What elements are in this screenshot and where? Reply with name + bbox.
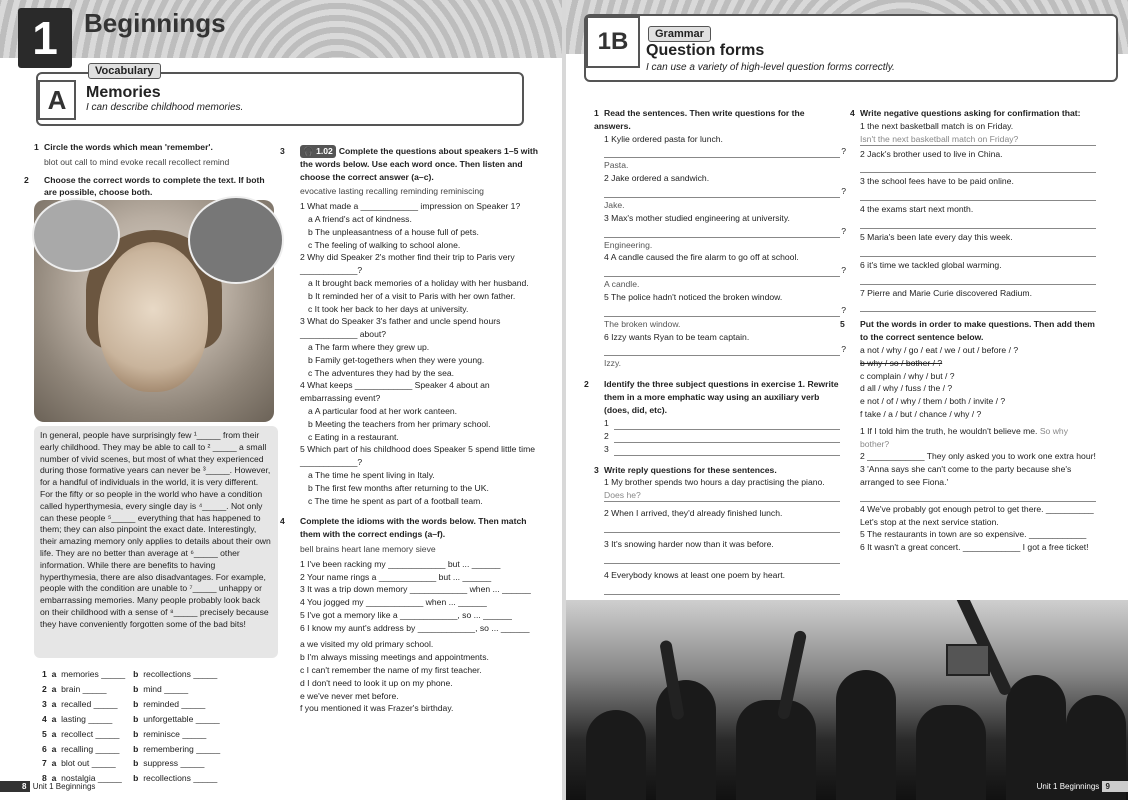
word-order-item: a not / why / go / eat / we / out / before / ? <box>860 344 1019 355</box>
question-item: 5 Which part of his childhood does Speaker 5 spend little time ____________? <box>300 444 536 468</box>
idiom-ending: f you mentioned it was Frazer's birthday. <box>300 703 454 714</box>
section-tag: Vocabulary <box>88 63 161 79</box>
word-order-item: d all / why / fuss / the / ? <box>860 383 953 394</box>
right-page <box>566 0 1128 800</box>
answer-line[interactable] <box>860 160 1096 173</box>
vocab-cell-a: 5 a recollect _____ <box>42 728 120 739</box>
vocab-option-b: mind <box>143 683 162 694</box>
vocab-cell-a: 2 a brain _____ <box>42 683 107 694</box>
right-column-b <box>840 102 1096 554</box>
word-order-item: e not / of / why / them / both / invite / ? <box>860 396 1006 407</box>
answer-line[interactable] <box>604 520 840 533</box>
answer-option[interactable]: a A particular food at her work canteen. <box>308 405 458 416</box>
grammar-exercise-3-title: 3 Write reply questions for these sentences. <box>594 464 777 475</box>
word-order-item: b why / so / bother / ? <box>860 357 943 368</box>
answer-line[interactable]: ? <box>604 225 840 238</box>
vocab-cell-b: b recollections _____ <box>133 773 218 784</box>
answer-line[interactable] <box>860 489 1096 502</box>
answer-option[interactable]: a A friend's act of kindness. <box>308 213 412 224</box>
exercise-1-words: blot out call to mind evoke recall recollect remind <box>44 156 230 167</box>
vocab-row <box>42 668 226 681</box>
left-column <box>24 136 278 199</box>
lesson-code: 1B <box>586 16 640 68</box>
footer-unit-right: Unit 1 Beginnings <box>1036 782 1100 791</box>
answer-line[interactable] <box>604 551 840 564</box>
vocab-option-b: reminded <box>143 698 180 709</box>
question-item: 3 What do Speaker 3's father and uncle spend hours ____________ about? <box>300 316 501 340</box>
grammar-exercise-2-title: 2 Identify the three subject questions in exercise 1. Rewrite them in a more emphatic way using an auxiliary verb (does, did, etc). <box>584 379 839 415</box>
vocab-option-b: remembering <box>143 743 194 754</box>
given-answer: The broken window. <box>604 318 681 329</box>
idiom-item: 3 It was a trip down memory ____________ when ... ______ <box>300 584 531 595</box>
tablet <box>946 644 990 676</box>
answer-line[interactable]: ? <box>604 264 840 277</box>
vocab-row <box>42 728 226 741</box>
answer-line[interactable] <box>860 216 1096 229</box>
vocab-option-b: recollections <box>143 773 191 784</box>
target-sentence: 1 If I told him the truth, he wouldn't believe me. So why bother? <box>860 425 1069 449</box>
answer-line[interactable]: ? <box>604 343 840 356</box>
question-item: 4 What keeps ____________ Speaker 4 about an embarrassing event? <box>300 380 490 404</box>
answer-option[interactable]: a The time he spent living in Italy. <box>308 469 435 480</box>
vocab-options <box>40 666 228 787</box>
given-answer: Engineering. <box>604 239 653 250</box>
answer-option[interactable]: a It brought back memories of a holiday with her husband. <box>308 277 529 288</box>
vocab-option-a: recollect <box>61 728 94 739</box>
sentence-item: 3 Max's mother studied engineering at university. <box>604 212 790 223</box>
exercise-4-endings <box>290 638 538 715</box>
vocab-cell-a: 4 a lasting _____ <box>42 713 113 724</box>
confirmation-item: 6 it's time we tackled global warming. <box>860 259 1002 270</box>
sentence-item: 2 Jake ordered a sandwich. <box>604 173 710 184</box>
answer-option[interactable]: c The feeling of walking to school alone. <box>308 239 461 250</box>
vocab-cell-a: 3 a recalled _____ <box>42 698 118 709</box>
exercise-3-title: 3 🎧 1.02 Complete the questions about speakers 1–5 with the words below. Use each word once. Then listen and choose the correct answer (a–c). <box>280 146 538 182</box>
vocab-cell-b: b remembering _____ <box>133 743 221 754</box>
sentence-item: 1 Kylie ordered pasta for lunch. <box>604 133 723 144</box>
exercise-4-title: 4 Complete the idioms with the words below. Then match them with the correct endings (a–f). <box>280 516 527 540</box>
word-order-item: c complain / why / but / ? <box>860 370 955 381</box>
lesson-title: Memories <box>86 84 161 101</box>
sentence-item: 2 When I arrived, they'd already finished lunch. <box>604 508 783 519</box>
exercise-4-words: bell brains heart lane memory sieve <box>300 543 436 554</box>
given-answer: Izzy. <box>604 358 622 369</box>
idiom-ending: a we visited my old primary school. <box>300 639 434 650</box>
audio-icon[interactable]: 🎧 1.02 <box>300 145 336 158</box>
idiom-item: 2 Your name rings a ____________ but ... ______ <box>300 571 492 582</box>
grammar-exercise-5-sentences <box>850 425 1096 554</box>
example-answer: So why bother? <box>860 425 1069 449</box>
vocab-row <box>42 683 226 696</box>
birthday-cake-bubble <box>32 198 120 272</box>
grammar-exercise-2-lines <box>594 417 840 456</box>
idiom-ending: b I'm always missing meetings and appointments. <box>300 652 489 663</box>
vocab-option-a: recalling <box>61 743 94 754</box>
word-order-item: f take / a / but / chance / why / ? <box>860 408 982 419</box>
grammar-exercise-5-words <box>850 344 1096 421</box>
answer-option[interactable]: b The first few months after returning to the UK. <box>308 482 489 493</box>
confirmation-item: 7 Pierre and Marie Curie discovered Radium. <box>860 287 1032 298</box>
rewrite-line[interactable]: 3 <box>604 443 840 456</box>
grammar-exercise-5-title: 5 Put the words in order to make questions. Then add them to the correct sentence below. <box>840 319 1095 343</box>
page-number-left: 8 <box>0 781 30 792</box>
sentence-item: 6 Izzy wants Ryan to be team captain. <box>604 331 750 342</box>
exercise-2-title: 2 Choose the correct words to complete the text. If both are possible, choose both. <box>24 174 265 198</box>
answer-line[interactable]: ? <box>604 185 840 198</box>
target-sentence: 2 ____________ They only asked you to work one extra hour! <box>860 451 1096 462</box>
answer-option[interactable]: b The unpleasantness of a house full of pets. <box>308 226 479 237</box>
idiom-ending: d I don't need to look it up on my phone. <box>300 677 453 688</box>
vocab-cell-a: 6 a recalling _____ <box>42 743 120 754</box>
sentence-item: 3 It's snowing harder now than it was before. <box>604 538 774 549</box>
given-answer: Jake. <box>604 199 625 210</box>
answer-option[interactable]: c Eating in a restaurant. <box>308 431 399 442</box>
confirmation-item: 2 Jack's brother used to live in China. <box>860 148 1003 159</box>
answer-line[interactable]: ? <box>604 145 840 158</box>
page-number-right: 9 <box>1102 781 1128 792</box>
answer-line[interactable] <box>860 272 1096 285</box>
question-item: 1 What made a ____________ impression on Speaker 1? <box>300 201 521 212</box>
answer-option[interactable]: c The adventures they had by the sea. <box>308 367 455 378</box>
sentence-item: 4 Everybody knows at least one poem by heart. <box>604 569 786 580</box>
grammar-exercise-1-items <box>594 133 846 371</box>
answer-option[interactable]: c The time he spent as part of a football team. <box>308 495 483 506</box>
confirmation-item: 4 the exams start next month. <box>860 204 974 215</box>
idiom-ending: e we've never met before. <box>300 690 399 701</box>
right-column-a <box>584 102 846 661</box>
answer-line[interactable]: ? <box>604 304 840 317</box>
vocab-cell-a: 7 a blot out _____ <box>42 758 116 769</box>
question-item: 2 Why did Speaker 2's mother find their trip to Paris very ____________? <box>300 252 515 276</box>
answer-line[interactable] <box>860 188 1096 201</box>
reading-text-body: In general, people have surprisingly few ¹_____ from their early childhood. They may be able to call to ² _____ a small number of vivid scenes, but most of what they experienced during those formative years can never be ³_____. However, for a handful of individuals in the world, it is very different. For the fifty or so people in the world who have a condition called hyperthymesia, every single day is ⁴_____. Not only can these people ⁵_____ everything that has happened to them; they can also pinpoint the exact date. Interestingly, their amazing memory only applies to details about their own life. They are no better than average at ⁶_____ other information. While there are benefits to having hyperthymesia, there are also disadvantages. For example, people with the condition are unable to ⁷_____ unhappy or embarrassing memories. Many people probably look back on their childhood with a sense of ⁸_____ precisely because they have conveniently forgotten some of the bad bits! <box>40 430 271 629</box>
exercise-3-items <box>290 200 538 507</box>
section-tag-right: Grammar <box>648 26 711 42</box>
grammar-exercise-4-items <box>850 120 1096 313</box>
lesson-aim: I can describe childhood memories. <box>86 102 244 113</box>
answer-option[interactable]: b Family get-togethers when they were young. <box>308 354 485 365</box>
concert-crowd-photo <box>566 600 1128 800</box>
answer-option[interactable]: b Meeting the teachers from her primary school. <box>308 418 491 429</box>
lesson-letter: A <box>38 80 76 120</box>
grammar-exercise-1-title: 1 Read the sentences. Then write questions for the answers. <box>594 108 805 131</box>
vocab-option-a: memories <box>61 669 99 679</box>
vocab-option-a: brain <box>61 683 81 694</box>
unit-title: Beginnings <box>84 8 226 38</box>
vocab-cell-a: 8 a nostalgia _____ <box>42 773 122 784</box>
vocab-option-b: recollections <box>143 669 191 679</box>
sentence-item: 1 My brother spends two hours a day practising the piano. <box>604 477 825 488</box>
exercise-4-items <box>290 558 538 635</box>
vocab-option-a: blot out <box>61 758 90 769</box>
given-answer: Pasta. <box>604 160 629 171</box>
answer-option[interactable]: b It reminded her of a visit to Paris with her own father. <box>308 290 516 301</box>
idiom-item: 5 I've got a memory like a ____________, so ... ______ <box>300 609 512 620</box>
lesson-aim-right: I can use a variety of high-level question forms correctly. <box>646 62 895 73</box>
sentence-item: 4 A candle caused the fire alarm to go off at school. <box>604 252 799 263</box>
footer-unit-left: Unit 1 Beginnings <box>32 782 96 791</box>
vocab-cell-b: b unforgettable _____ <box>133 713 220 724</box>
answer-option[interactable]: a The farm where they grew up. <box>308 341 430 352</box>
vocab-option-a: recalled <box>61 698 92 709</box>
answer-line[interactable]: Isn't the next basketball match on Friday? <box>860 133 1096 146</box>
right-footer <box>1037 781 1128 792</box>
vocab-row <box>42 743 226 756</box>
middle-column <box>280 140 538 715</box>
vocab-cell-b: b mind _____ <box>133 683 189 694</box>
vocab-cell-b: b recollections _____ <box>133 669 218 679</box>
vocab-row <box>42 698 226 711</box>
target-sentence: 3 'Anna says she can't come to the party because she's arranged to see Fiona.' <box>860 464 1072 487</box>
target-sentence: 5 The restaurants in town are so expensive. ____________ <box>860 529 1087 540</box>
confirmation-item: 1 the next basketball match is on Friday. <box>860 120 1014 131</box>
answer-line[interactable] <box>860 299 1096 312</box>
exercise-3-words: evocative lasting recalling reminding reminiscing <box>300 186 484 197</box>
reading-text <box>34 426 278 658</box>
child-photo-bubble <box>188 196 284 284</box>
sentence-item: 5 The police hadn't noticed the broken window. <box>604 291 783 302</box>
answer-line[interactable] <box>604 582 840 595</box>
confirmation-item: 3 the school fees have to be paid online. <box>860 176 1014 187</box>
vocab-cell-b: b reminded _____ <box>133 698 206 709</box>
rewrite-line[interactable]: 2 <box>604 430 840 443</box>
vocab-cell-b: b suppress _____ <box>133 758 205 769</box>
target-sentence: 6 It wasn't a great concert. ____________ I got a free ticket! <box>860 542 1089 553</box>
vocab-option-b: suppress <box>143 758 179 769</box>
given-answer: A candle. <box>604 279 640 290</box>
vocab-option-a: nostalgia <box>61 773 96 784</box>
lesson-title-right: Question forms <box>646 42 765 59</box>
vocab-option-b: reminisce <box>143 728 180 739</box>
idiom-ending: c I can't remember the name of my first teacher. <box>300 665 482 676</box>
vocab-option-a: lasting <box>61 713 86 724</box>
answer-line[interactable]: Does he? <box>604 489 840 502</box>
vocab-cell-a: 1 a memories _____ <box>42 669 126 679</box>
left-footer <box>0 781 95 792</box>
grammar-exercise-4-title: 4 Write negative questions asking for confirmation that: <box>850 108 1081 118</box>
rewrite-line[interactable]: 1 <box>604 417 840 430</box>
exercise-1-title: 1 Circle the words which mean 'remember'. <box>34 142 213 152</box>
vocab-row <box>42 713 226 726</box>
target-sentence: 4 We've probably got enough petrol to get there. __________ Let's stop at the next service station. <box>860 503 1094 527</box>
vocab-option-b: unforgettable <box>143 713 194 724</box>
left-page <box>0 0 562 800</box>
answer-line[interactable] <box>860 244 1096 257</box>
idiom-item: 1 I've been racking my ____________ but ... ______ <box>300 558 501 569</box>
vocab-row <box>42 757 226 770</box>
vocab-cell-b: b reminisce _____ <box>133 728 207 739</box>
idiom-item: 6 I know my aunt's address by ____________, so ... ______ <box>300 622 530 633</box>
confirmation-item: 5 Maria's been late every day this week. <box>860 231 1013 242</box>
answer-option[interactable]: c It took her back to her days at university. <box>308 303 469 314</box>
idiom-item: 4 You jogged my ____________ when ... ______ <box>300 597 487 608</box>
unit-number: 1 <box>18 8 72 68</box>
